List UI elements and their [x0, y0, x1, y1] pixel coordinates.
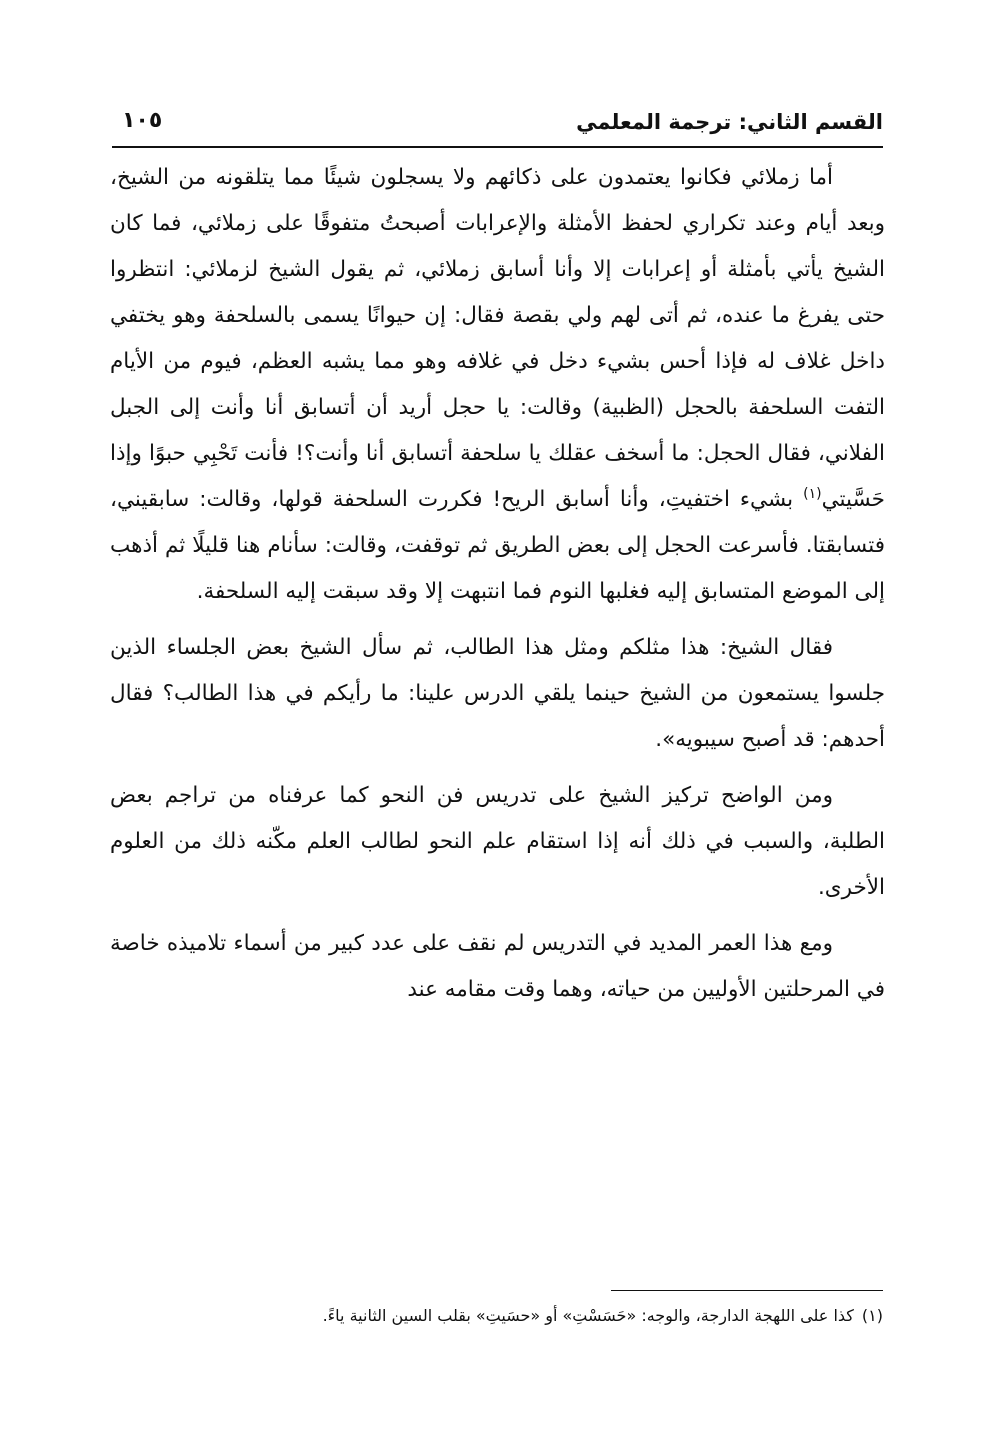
paragraph	[110, 921, 885, 1013]
footnote-separator	[611, 1290, 883, 1291]
footnote	[112, 1302, 883, 1330]
paragraph-text: بشيء اختفيتِ، وأنا أسابق الريح! فكررت السلحفة قولها، وقالت: سابقيني، فتسابقتا. فأسرعت الحجل إلى بعض الطريق ثم توقفت، وقالت: سأنام هنا قليلًا ثم أذهب إلى الموضع المتسابق إليه فغلبها النوم فما انتبهت إلا وقد سبقت إليه السلحفة.	[110, 487, 885, 604]
footnote-text: كذا على اللهجة الدارجة، والوجه: «حَسَسْتِ» أو «حسَيتِ» بقلب السين الثانية ياءً.	[322, 1306, 854, 1325]
header-rule	[112, 146, 883, 148]
paragraph-text: أما زملائي فكانوا يعتمدون على ذكائهم ولا يسجلون شيئًا مما يتلقونه من الشيخ، وبعد أيام وعند تكراري لحفظ الأمثلة والإعرابات أصبحتُ متفوقًا على زملائي، فما كان الشيخ يأتي بأمثلة أو إعرابات إلا وأنا أسابق زملائي، ثم يقول الشيخ لزملائي: انتظروا حتى يفرغ ما عنده، ثم أتى لهم ولي بقصة فقال: إن حيوانًا يسمى بالسلحفة وهو يختفي داخل غلاف له فإذا أحس بشيء دخل في غلافه وهو مما يشبه العظم، فيوم من الأيام التفت السلحفة بالحجل (الظبية) وقالت: يا حجل أريد أن أتسابق أنا وأنت إلى الجبل الفلاني، فقال الحجل: ما أسخف عقلك يا سلحفة أتسابق أنا وأنت؟! فأنت تَحْبِي حبوًا وإذا حَسَّيتي	[110, 165, 885, 512]
paragraph-text: ومع هذا العمر المديد في التدريس لم نقف على عدد كبير من أسماء تلاميذه خاصة في المرحلتين الأوليين من حياته، وهما وقت مقامه عند	[110, 931, 885, 1002]
footnote-number: (١)	[861, 1306, 883, 1325]
paragraph-text: ومن الواضح تركيز الشيخ على تدريس فن النحو كما عرفناه من تراجم بعض الطلبة، والسبب في ذلك أنه إذا استقام علم النحو لطالب العلم مكّنه ذلك من العلوم الأخرى.	[110, 783, 885, 900]
paragraph	[110, 155, 885, 615]
page-number: ١٠٥	[122, 108, 163, 133]
main-text	[110, 155, 885, 1013]
page-header	[112, 108, 883, 144]
footnote-marker: (١)	[803, 485, 822, 502]
running-title: القسم الثاني: ترجمة المعلمي	[576, 110, 883, 134]
paragraph	[110, 773, 885, 911]
paragraph	[110, 625, 885, 763]
paragraph-text: فقال الشيخ: هذا مثلكم ومثل هذا الطالب، ثم سأل الشيخ بعض الجلساء الذين جلسوا يستمعون من الشيخ حينما يلقي الدرس علينا: ما رأيكم في هذا الطالب؟ فقال أحدهم: قد أصبح سيبويه».	[110, 635, 885, 752]
